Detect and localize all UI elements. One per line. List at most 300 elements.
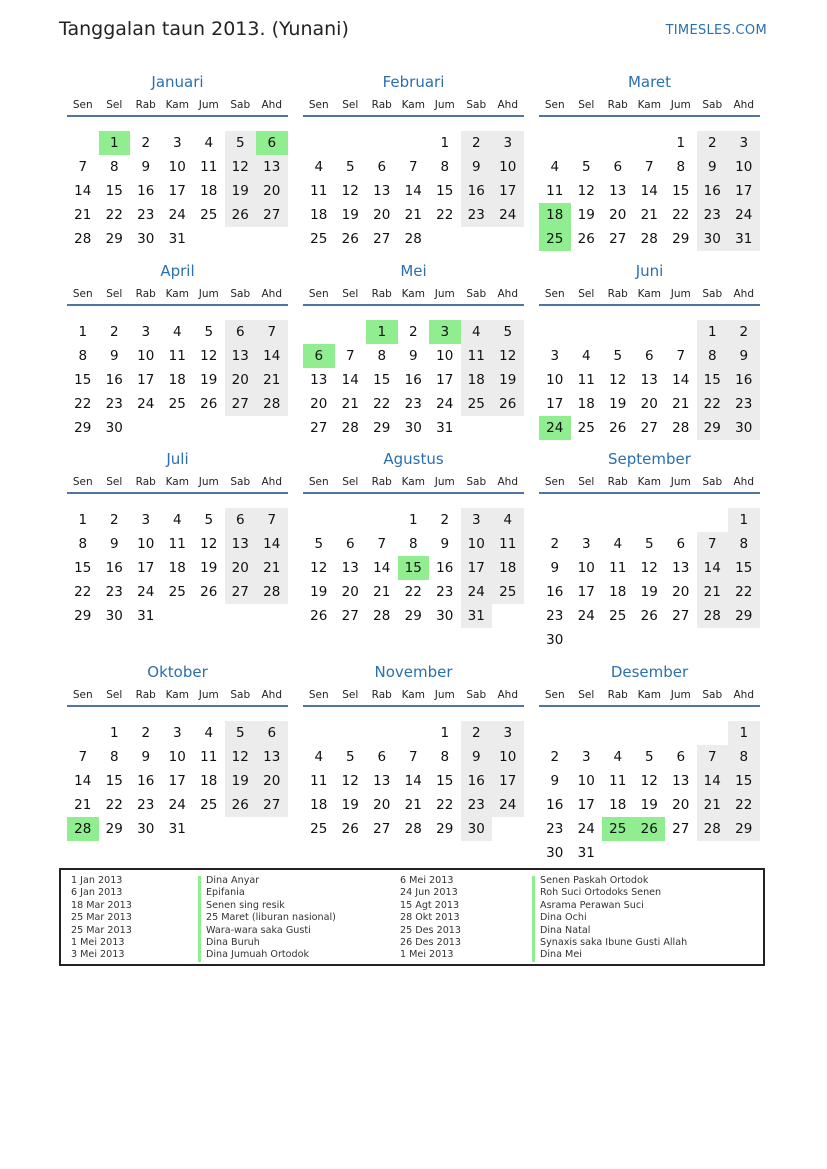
weekday-label: Jum xyxy=(670,99,691,111)
day-cell: 14 xyxy=(697,556,729,580)
day-cell: 16 xyxy=(105,560,123,576)
day-cell: 5 xyxy=(204,512,214,528)
day-cell: 4 xyxy=(581,348,591,364)
holiday-date: 25 Mar 2013 xyxy=(71,924,132,936)
day-cell: 13 xyxy=(225,344,257,368)
day-cell: 3 xyxy=(141,512,151,528)
day-cell: 5 xyxy=(581,159,591,175)
day-cell: 17 xyxy=(168,183,186,199)
weekday-label: Ahd xyxy=(261,99,282,111)
day-cell: 7 xyxy=(78,159,88,175)
month-header-rule xyxy=(67,705,288,707)
day-cell: 5 xyxy=(204,324,214,340)
day-cell: 6 xyxy=(225,508,257,532)
day-cell: 7 xyxy=(408,749,418,765)
day-cell: 13 xyxy=(672,773,690,789)
weekday-label: Ahd xyxy=(497,288,518,300)
weekday-label: Rab xyxy=(135,689,156,701)
holiday-day-cell: 28 xyxy=(67,817,99,841)
day-cell: 31 xyxy=(577,845,595,861)
legend-divider xyxy=(532,876,535,962)
weekday-label: Rab xyxy=(371,288,392,300)
weekday-label: Sen xyxy=(72,288,93,300)
weekday-label: Jum xyxy=(434,689,455,701)
day-cell: 5 xyxy=(644,749,654,765)
weekday-label: Sab xyxy=(466,288,487,300)
day-cell: 8 xyxy=(109,749,119,765)
day-cell: 10 xyxy=(168,159,186,175)
legend-dates-right xyxy=(400,875,461,962)
day-cell: 21 xyxy=(373,584,391,600)
day-cell: 11 xyxy=(200,749,218,765)
holiday-name: Wara-wara saka Gusti xyxy=(206,924,311,936)
holiday-name: Synaxis saka Ibune Gusti Allah xyxy=(540,937,688,949)
day-cell: 8 xyxy=(377,348,387,364)
day-cell: 1 xyxy=(440,135,450,151)
day-cell: 23 xyxy=(697,203,729,227)
day-cell: 29 xyxy=(74,420,92,436)
day-cell: 26 xyxy=(492,392,524,416)
holiday-name: Dina Mei xyxy=(540,949,582,961)
day-cell: 18 xyxy=(168,372,186,388)
weekday-label: Sab xyxy=(466,476,487,488)
day-cell: 11 xyxy=(492,532,524,556)
day-cell: 22 xyxy=(105,797,123,813)
day-cell: 30 xyxy=(546,845,564,861)
holiday-date: 24 Jun 2013 xyxy=(400,887,458,899)
month-juli xyxy=(67,450,288,635)
weekday-label: Sel xyxy=(342,99,359,111)
weekday-label: Sen xyxy=(544,476,565,488)
day-cell: 7 xyxy=(256,508,288,532)
day-cell: 15 xyxy=(436,183,454,199)
weekday-label: Sen xyxy=(72,476,93,488)
weekday-label: Kam xyxy=(637,99,661,111)
day-cell: 25 xyxy=(200,797,218,813)
month-name: Juni xyxy=(635,262,664,280)
day-cell: 9 xyxy=(461,155,493,179)
weekday-label: Sab xyxy=(466,99,487,111)
day-cell: 23 xyxy=(137,207,155,223)
day-cell: 13 xyxy=(256,155,288,179)
day-cell: 29 xyxy=(672,231,690,247)
weekday-label: Kam xyxy=(165,99,189,111)
day-cell: 11 xyxy=(609,773,627,789)
day-cell: 31 xyxy=(436,420,454,436)
day-cell: 28 xyxy=(256,580,288,604)
day-cell: 9 xyxy=(440,536,450,552)
weekday-label: Sab xyxy=(702,476,723,488)
day-cell: 19 xyxy=(225,769,257,793)
day-cell: 12 xyxy=(640,560,658,576)
month-september xyxy=(539,450,760,648)
day-cell: 25 xyxy=(310,231,328,247)
holiday-date: 26 Des 2013 xyxy=(400,937,462,949)
day-cell: 20 xyxy=(672,797,690,813)
day-cell: 16 xyxy=(137,183,155,199)
brand-link[interactable]: TIMESLES.COM xyxy=(665,23,767,38)
day-cell: 24 xyxy=(577,608,595,624)
day-cell: 17 xyxy=(577,797,595,813)
day-cell: 22 xyxy=(436,207,454,223)
day-cell: 3 xyxy=(581,536,591,552)
day-cell: 23 xyxy=(546,608,564,624)
day-cell: 1 xyxy=(728,508,760,532)
day-cell: 27 xyxy=(373,821,391,837)
legend-dates-left xyxy=(71,875,132,962)
day-cell: 16 xyxy=(436,560,454,576)
day-cell: 29 xyxy=(728,604,760,628)
day-cell: 26 xyxy=(200,584,218,600)
day-cell: 19 xyxy=(200,372,218,388)
day-cell: 23 xyxy=(105,396,123,412)
day-cell: 19 xyxy=(200,560,218,576)
day-cell: 21 xyxy=(697,580,729,604)
day-cell: 5 xyxy=(225,721,257,745)
day-cell: 6 xyxy=(644,348,654,364)
day-cell: 20 xyxy=(225,368,257,392)
day-cell: 24 xyxy=(492,793,524,817)
day-cell: 8 xyxy=(728,532,760,556)
holiday-day-cell: 6 xyxy=(303,344,335,368)
month-header-rule xyxy=(303,304,524,306)
holiday-name: Senen sing resik xyxy=(206,899,285,911)
day-cell: 23 xyxy=(436,584,454,600)
day-cell: 30 xyxy=(137,821,155,837)
weekday-label: Jum xyxy=(434,476,455,488)
day-cell: 7 xyxy=(697,745,729,769)
day-cell: 30 xyxy=(697,227,729,251)
day-cell: 14 xyxy=(373,560,391,576)
day-cell: 13 xyxy=(672,560,690,576)
day-cell: 11 xyxy=(200,159,218,175)
weekday-label: Jum xyxy=(434,99,455,111)
day-cell: 20 xyxy=(256,179,288,203)
holiday-name: Epifania xyxy=(206,887,245,899)
day-cell: 6 xyxy=(377,749,387,765)
weekday-label: Rab xyxy=(135,99,156,111)
legend-divider xyxy=(198,876,201,962)
day-cell: 26 xyxy=(200,396,218,412)
day-cell: 2 xyxy=(141,725,151,741)
month-header-rule xyxy=(67,304,288,306)
day-cell: 7 xyxy=(644,159,654,175)
day-cell: 30 xyxy=(461,817,493,841)
day-cell: 28 xyxy=(373,608,391,624)
day-cell: 12 xyxy=(200,536,218,552)
weekday-label: Sel xyxy=(106,689,123,701)
day-cell: 10 xyxy=(461,532,493,556)
month-header-rule xyxy=(539,115,760,117)
day-cell: 7 xyxy=(676,348,686,364)
holiday-day-cell: 1 xyxy=(99,131,131,155)
holiday-day-cell: 25 xyxy=(539,227,571,251)
weekday-label: Rab xyxy=(371,476,392,488)
day-cell: 28 xyxy=(404,821,422,837)
day-cell: 20 xyxy=(341,584,359,600)
day-cell: 24 xyxy=(577,821,595,837)
weekday-label: Kam xyxy=(401,476,425,488)
day-cell: 22 xyxy=(728,580,760,604)
weekday-label: Sel xyxy=(342,288,359,300)
day-cell: 16 xyxy=(404,372,422,388)
weekday-label: Kam xyxy=(637,689,661,701)
day-cell: 5 xyxy=(225,131,257,155)
day-cell: 12 xyxy=(341,773,359,789)
day-cell: 1 xyxy=(676,135,686,151)
day-cell: 9 xyxy=(408,348,418,364)
day-cell: 26 xyxy=(225,203,257,227)
holiday-date: 25 Mar 2013 xyxy=(71,912,132,924)
day-cell: 22 xyxy=(436,797,454,813)
day-cell: 13 xyxy=(341,560,359,576)
day-cell: 6 xyxy=(225,320,257,344)
day-cell: 12 xyxy=(609,372,627,388)
weekday-label: Jum xyxy=(670,288,691,300)
day-cell: 16 xyxy=(461,769,493,793)
day-cell: 22 xyxy=(404,584,422,600)
day-cell: 5 xyxy=(492,320,524,344)
holiday-name: Asrama Perawan Suci xyxy=(540,899,644,911)
weekday-label: Kam xyxy=(637,288,661,300)
holiday-name: 25 Maret (liburan nasional) xyxy=(206,912,336,924)
day-cell: 8 xyxy=(408,536,418,552)
weekday-label: Ahd xyxy=(733,99,754,111)
month-name: April xyxy=(160,262,195,280)
day-cell: 17 xyxy=(137,560,155,576)
day-cell: 11 xyxy=(168,536,186,552)
day-cell: 15 xyxy=(373,372,391,388)
day-cell: 6 xyxy=(377,159,387,175)
month-header-rule xyxy=(67,492,288,494)
day-cell: 8 xyxy=(440,159,450,175)
day-cell: 5 xyxy=(314,536,324,552)
day-cell: 9 xyxy=(109,348,119,364)
day-cell: 11 xyxy=(168,348,186,364)
weekday-label: Sel xyxy=(106,99,123,111)
day-cell: 29 xyxy=(105,231,123,247)
day-cell: 29 xyxy=(436,821,454,837)
day-cell: 5 xyxy=(345,159,355,175)
day-cell: 26 xyxy=(640,608,658,624)
day-cell: 29 xyxy=(404,608,422,624)
day-cell: 21 xyxy=(341,396,359,412)
day-cell: 18 xyxy=(577,396,595,412)
day-cell: 2 xyxy=(440,512,450,528)
weekday-label: Sel xyxy=(342,476,359,488)
day-cell: 31 xyxy=(728,227,760,251)
day-cell: 5 xyxy=(613,348,623,364)
day-cell: 2 xyxy=(550,749,560,765)
day-cell: 13 xyxy=(373,183,391,199)
day-cell: 1 xyxy=(728,721,760,745)
day-cell: 27 xyxy=(225,392,257,416)
day-cell: 10 xyxy=(728,155,760,179)
weekday-label: Kam xyxy=(637,476,661,488)
day-cell: 30 xyxy=(105,608,123,624)
day-cell: 2 xyxy=(109,512,119,528)
day-cell: 18 xyxy=(609,797,627,813)
weekday-label: Ahd xyxy=(261,476,282,488)
day-cell: 22 xyxy=(74,396,92,412)
day-cell: 25 xyxy=(200,207,218,223)
weekday-label: Jum xyxy=(198,689,219,701)
day-cell: 31 xyxy=(168,821,186,837)
holiday-date: 3 Mei 2013 xyxy=(71,949,125,961)
day-cell: 28 xyxy=(256,392,288,416)
day-cell: 27 xyxy=(256,203,288,227)
month-header-rule xyxy=(303,115,524,117)
holiday-day-cell: 18 xyxy=(539,203,571,227)
day-cell: 14 xyxy=(74,773,92,789)
day-cell: 28 xyxy=(697,817,729,841)
holiday-date: 1 Mei 2013 xyxy=(400,949,454,961)
weekday-label: Sen xyxy=(308,689,329,701)
day-cell: 14 xyxy=(672,372,690,388)
weekday-label: Ahd xyxy=(733,476,754,488)
weekday-label: Rab xyxy=(607,288,628,300)
holiday-date: 1 Jan 2013 xyxy=(71,875,123,886)
day-cell: 3 xyxy=(492,131,524,155)
day-cell: 30 xyxy=(546,632,564,648)
month-maret xyxy=(539,73,760,258)
day-cell: 8 xyxy=(697,344,729,368)
day-cell: 27 xyxy=(225,580,257,604)
day-cell: 16 xyxy=(728,368,760,392)
holiday-date: 6 Jan 2013 xyxy=(71,887,123,899)
day-cell: 14 xyxy=(640,183,658,199)
weekday-label: Sen xyxy=(544,689,565,701)
day-cell: 30 xyxy=(436,608,454,624)
day-cell: 12 xyxy=(341,183,359,199)
day-cell: 2 xyxy=(109,324,119,340)
weekday-label: Kam xyxy=(401,689,425,701)
day-cell: 12 xyxy=(310,560,328,576)
month-header-rule xyxy=(539,304,760,306)
day-cell: 15 xyxy=(728,556,760,580)
day-cell: 27 xyxy=(609,231,627,247)
holiday-name: Roh Suci Ortodoks Senen xyxy=(540,887,662,899)
weekday-label: Sel xyxy=(106,288,123,300)
day-cell: 27 xyxy=(672,821,690,837)
holiday-name: Dina Ochi xyxy=(540,912,587,924)
day-cell: 4 xyxy=(314,749,324,765)
day-cell: 7 xyxy=(256,320,288,344)
day-cell: 6 xyxy=(256,721,288,745)
day-cell: 8 xyxy=(440,749,450,765)
day-cell: 24 xyxy=(728,203,760,227)
day-cell: 17 xyxy=(168,773,186,789)
day-cell: 21 xyxy=(672,396,690,412)
day-cell: 26 xyxy=(225,793,257,817)
day-cell: 2 xyxy=(408,324,418,340)
day-cell: 31 xyxy=(137,608,155,624)
day-cell: 4 xyxy=(204,135,214,151)
day-cell: 1 xyxy=(109,725,119,741)
month-januari xyxy=(67,73,288,258)
day-cell: 6 xyxy=(676,536,686,552)
day-cell: 28 xyxy=(341,420,359,436)
holiday-date: 25 Des 2013 xyxy=(400,924,462,936)
day-cell: 10 xyxy=(577,773,595,789)
day-cell: 9 xyxy=(141,159,151,175)
day-cell: 10 xyxy=(137,348,155,364)
day-cell: 10 xyxy=(577,560,595,576)
day-cell: 20 xyxy=(640,396,658,412)
day-cell: 19 xyxy=(640,797,658,813)
month-mei xyxy=(303,262,524,447)
day-cell: 15 xyxy=(74,372,92,388)
day-cell: 4 xyxy=(314,159,324,175)
holiday-day-cell: 25 xyxy=(602,817,634,841)
day-cell: 11 xyxy=(577,372,595,388)
day-cell: 7 xyxy=(697,532,729,556)
month-header-rule xyxy=(539,705,760,707)
day-cell: 10 xyxy=(492,745,524,769)
holiday-day-cell: 6 xyxy=(256,131,288,155)
day-cell: 3 xyxy=(172,135,182,151)
holiday-date: 15 Agt 2013 xyxy=(400,899,460,911)
weekday-label: Sab xyxy=(702,689,723,701)
day-cell: 24 xyxy=(492,203,524,227)
day-cell: 13 xyxy=(640,372,658,388)
day-cell: 8 xyxy=(78,536,88,552)
day-cell: 8 xyxy=(109,159,119,175)
day-cell: 22 xyxy=(697,392,729,416)
month-name: Agustus xyxy=(383,450,444,468)
weekday-label: Rab xyxy=(607,689,628,701)
day-cell: 14 xyxy=(404,183,422,199)
weekday-label: Sen xyxy=(544,99,565,111)
weekday-label: Sel xyxy=(578,288,595,300)
day-cell: 29 xyxy=(373,420,391,436)
day-cell: 3 xyxy=(172,725,182,741)
day-cell: 26 xyxy=(577,231,595,247)
weekday-label: Kam xyxy=(165,476,189,488)
day-cell: 3 xyxy=(141,324,151,340)
weekday-label: Sab xyxy=(230,476,251,488)
day-cell: 23 xyxy=(728,392,760,416)
weekday-label: Sen xyxy=(308,476,329,488)
weekday-label: Sen xyxy=(72,99,93,111)
holiday-date: 18 Mar 2013 xyxy=(71,899,132,911)
day-cell: 4 xyxy=(172,512,182,528)
day-cell: 3 xyxy=(728,131,760,155)
day-cell: 29 xyxy=(728,817,760,841)
day-cell: 20 xyxy=(609,207,627,223)
day-cell: 31 xyxy=(461,604,493,628)
day-cell: 21 xyxy=(404,797,422,813)
day-cell: 14 xyxy=(256,344,288,368)
day-cell: 27 xyxy=(373,231,391,247)
holiday-day-cell: 15 xyxy=(398,556,430,580)
day-cell: 9 xyxy=(461,745,493,769)
day-cell: 21 xyxy=(404,207,422,223)
day-cell: 10 xyxy=(492,155,524,179)
weekday-label: Sel xyxy=(578,476,595,488)
month-header-rule xyxy=(539,492,760,494)
weekday-label: Sel xyxy=(578,99,595,111)
day-cell: 10 xyxy=(137,536,155,552)
day-cell: 4 xyxy=(613,536,623,552)
day-cell: 12 xyxy=(640,773,658,789)
weekday-label: Ahd xyxy=(497,689,518,701)
day-cell: 15 xyxy=(74,560,92,576)
day-cell: 24 xyxy=(168,797,186,813)
day-cell: 4 xyxy=(492,508,524,532)
holiday-day-cell: 3 xyxy=(429,320,461,344)
day-cell: 10 xyxy=(168,749,186,765)
